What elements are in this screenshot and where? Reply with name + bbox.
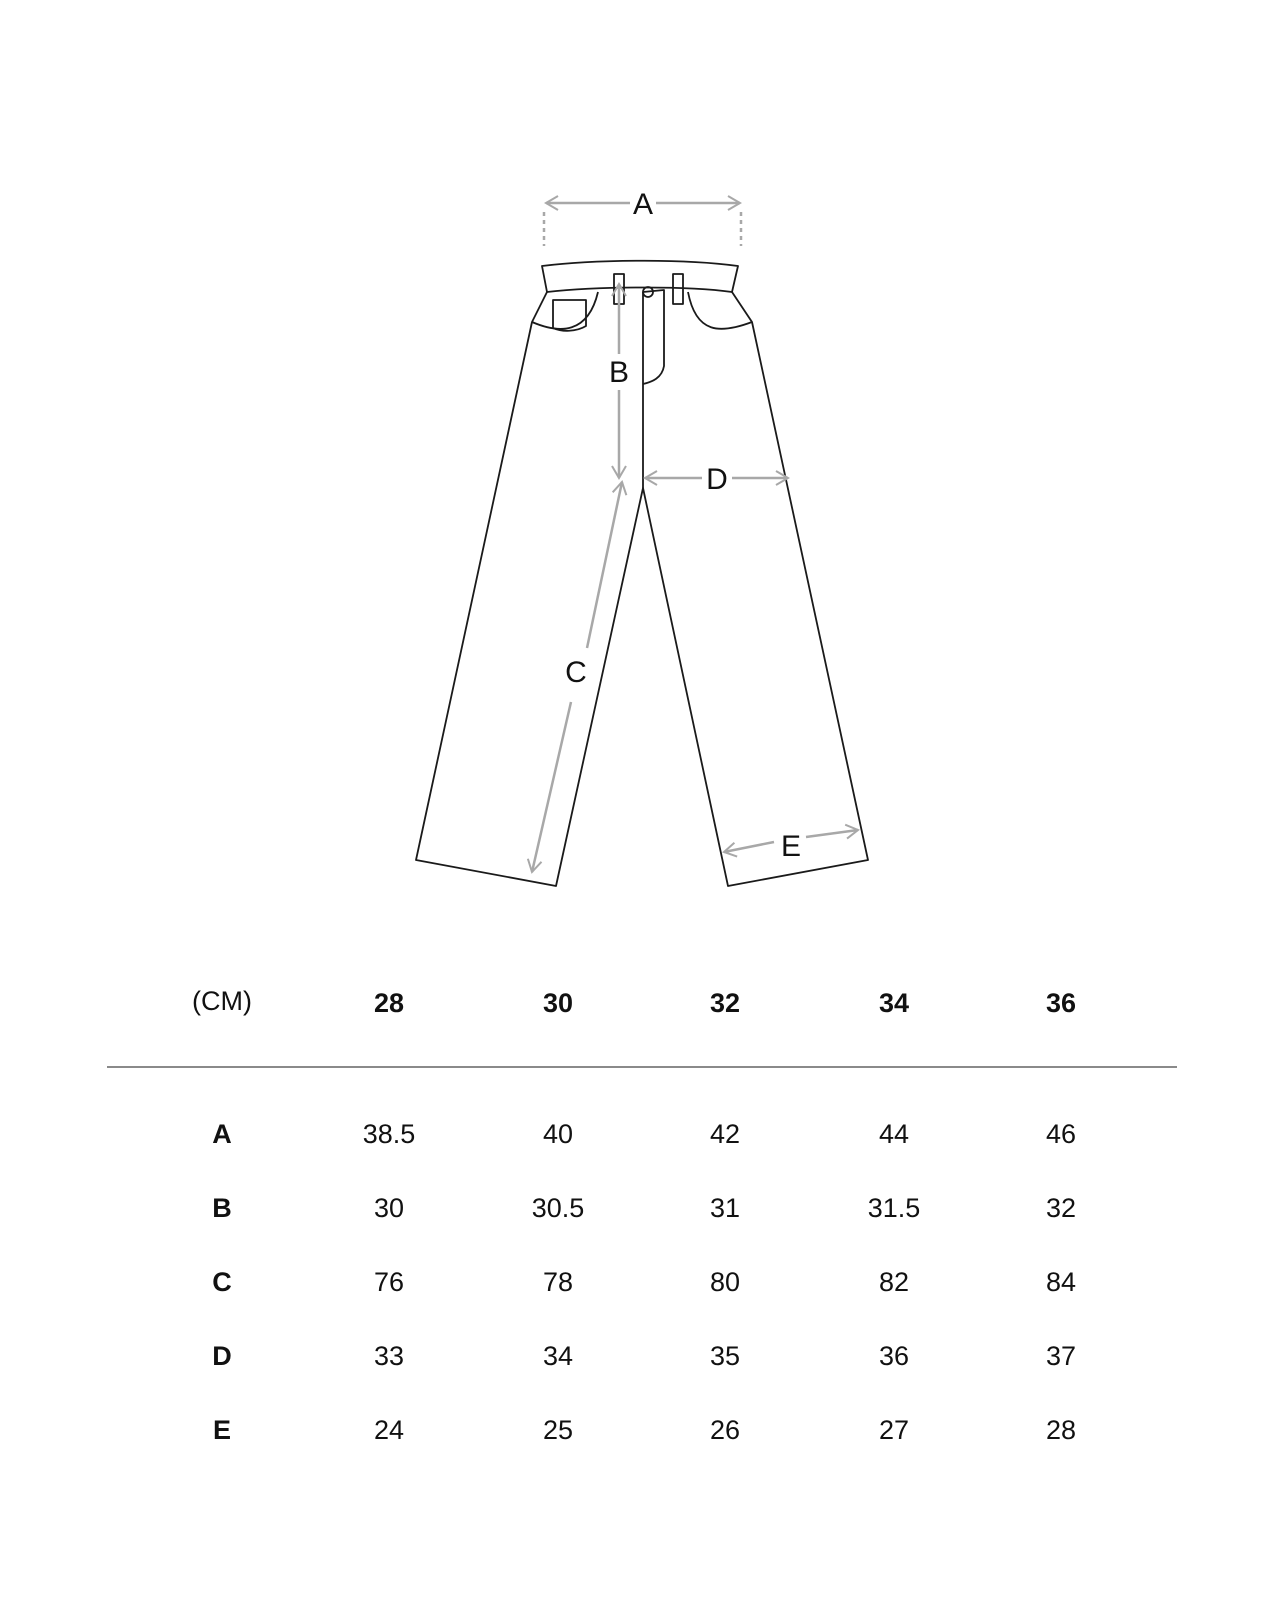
size-header: 30 bbox=[542, 988, 574, 1018]
label-c: C bbox=[565, 656, 587, 689]
table-cell: 46 bbox=[1045, 1119, 1077, 1149]
table-cell: 78 bbox=[542, 1267, 574, 1297]
size-header: 36 bbox=[1045, 988, 1077, 1018]
label-b: B bbox=[608, 356, 630, 389]
label-d: D bbox=[706, 463, 728, 496]
table-cell: 30 bbox=[373, 1193, 405, 1223]
table-cell: 76 bbox=[373, 1267, 405, 1297]
table-cell: 84 bbox=[1045, 1267, 1077, 1297]
row-label: D bbox=[212, 1341, 232, 1371]
table-cell: 26 bbox=[709, 1415, 741, 1445]
table-cell: 30.5 bbox=[531, 1193, 585, 1223]
table-cell: 34 bbox=[542, 1341, 574, 1371]
row-label: A bbox=[212, 1119, 232, 1149]
table-divider bbox=[107, 1066, 1177, 1068]
table-cell: 38.5 bbox=[362, 1119, 416, 1149]
table-cell: 80 bbox=[709, 1267, 741, 1297]
table-cell: 31.5 bbox=[867, 1193, 921, 1223]
size-header: 32 bbox=[709, 988, 741, 1018]
table-cell: 28 bbox=[1045, 1415, 1077, 1445]
row-label: E bbox=[212, 1415, 231, 1445]
size-header: 34 bbox=[878, 988, 910, 1018]
unit-label: (CM) bbox=[192, 986, 252, 1016]
row-label: B bbox=[212, 1193, 232, 1223]
table-cell: 44 bbox=[878, 1119, 910, 1149]
table-cell: 32 bbox=[1045, 1193, 1077, 1223]
table-cell: 36 bbox=[878, 1341, 910, 1371]
table-cell: 40 bbox=[542, 1119, 574, 1149]
table-cell: 37 bbox=[1045, 1341, 1077, 1371]
table-cell: 42 bbox=[709, 1119, 741, 1149]
label-e: E bbox=[780, 830, 802, 863]
table-cell: 31 bbox=[709, 1193, 741, 1223]
table-cell: 35 bbox=[709, 1341, 741, 1371]
row-label: C bbox=[212, 1267, 232, 1297]
table-cell: 24 bbox=[373, 1415, 405, 1445]
table-cell: 82 bbox=[878, 1267, 910, 1297]
table-cell: 33 bbox=[373, 1341, 405, 1371]
table-cell: 27 bbox=[878, 1415, 910, 1445]
table-cell: 25 bbox=[542, 1415, 574, 1445]
label-a: A bbox=[632, 188, 654, 221]
size-header: 28 bbox=[373, 988, 405, 1018]
